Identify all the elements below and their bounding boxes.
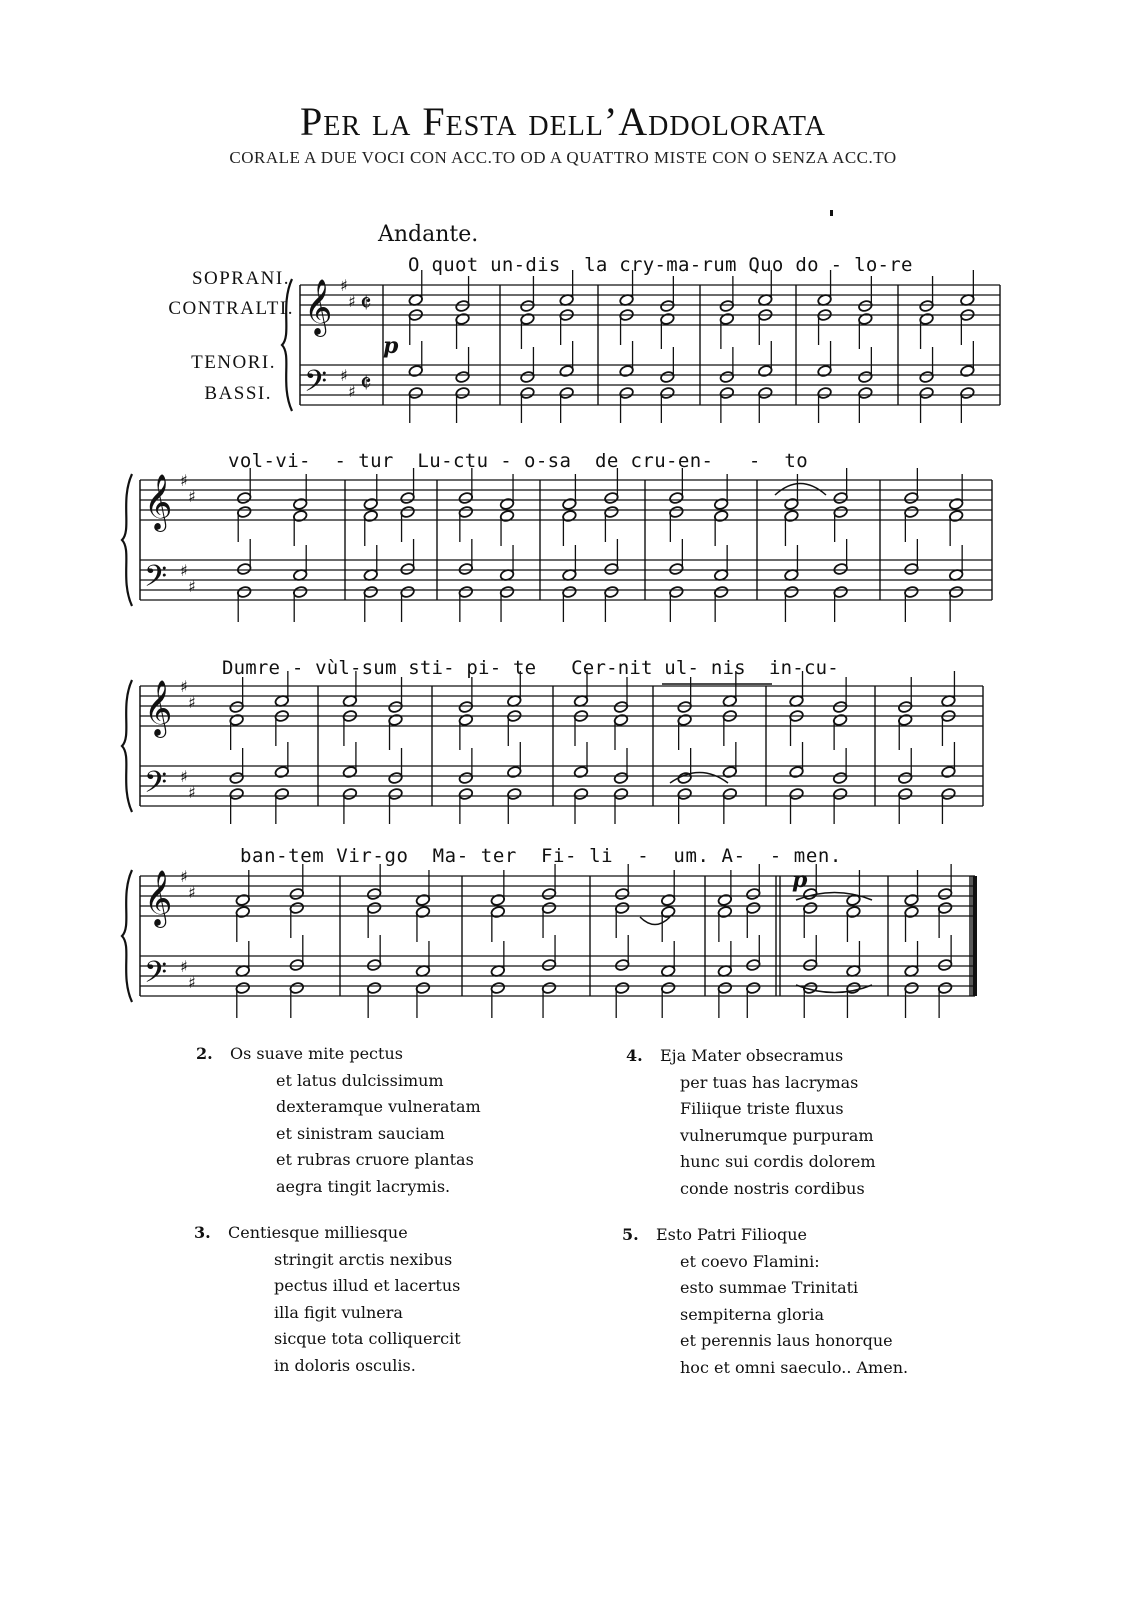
lyrics-line-1: O quot un-dis la cry-ma-rum Quo do - lo-re [408,254,913,276]
verse-4 [626,1043,876,1202]
verse-line: hunc sui cordis dolorem [680,1152,876,1171]
verse-number: 4. [626,1046,643,1065]
verse-line: per tuas has lacrymas [680,1072,859,1092]
page-title: Per la Festa dell’Addolorata [300,99,826,144]
verse-line: esto summae Trinitati [680,1278,859,1297]
dynamic-p-2: p [792,867,808,893]
verse-line: Eja Mater obsecramus [660,1046,844,1065]
verse-line: illa figit vulnera [274,1302,403,1322]
sharp-icon: ♯ [188,783,196,802]
verse-line: Filiique triste fluxus [680,1099,844,1118]
sharp-icon: ♯ [188,973,196,992]
system-brace [122,474,132,606]
bass-clef-icon: 𝄢 [144,560,168,601]
verse-line: Esto Patri Filioque [656,1225,808,1244]
verse-line: et latus dulcissimum [276,1070,444,1090]
verse-line: conde nostris cordibus [680,1178,865,1198]
verse-line: sicque tota colliquercit [274,1329,461,1348]
sharp-icon: ♯ [180,677,188,696]
bass-clef-icon: 𝄢 [304,365,328,406]
treble-clef-icon: 𝄞 [144,680,173,736]
bass-clef-icon: 𝄢 [144,766,168,807]
sharp-icon: ♯ [180,561,188,580]
treble-clef-icon: 𝄞 [144,870,173,926]
treble-clef-icon: 𝄞 [144,474,173,530]
verse-line: hoc et omni saeculo.. Amen. [680,1357,909,1377]
dynamic-p-1: p [383,333,399,359]
verse-line: dexteramque vulneratam [276,1097,481,1116]
system-brace [282,279,292,411]
treble-clef-icon: 𝄞 [304,279,333,335]
sharp-icon: ♯ [188,883,196,902]
verse-2 [196,1041,481,1200]
slur [640,917,670,925]
sharp-icon: ♯ [340,366,348,385]
lyrics-line-3: Dumre - vùl-sum sti- pi- te Cer-nit ul- nis in-cu- [222,657,839,679]
verse-line: pectus illud et lacertus [274,1276,461,1295]
sharp-icon: ♯ [188,577,196,596]
verse-line: et perennis laus honorque [680,1331,893,1350]
time-signature-icon: 𝄵 [360,369,372,399]
sharp-icon: ♯ [348,292,356,311]
verse-3 [194,1220,461,1379]
verse-line: stringit arctis nexibus [274,1249,453,1269]
tempo-marking: Andante. [378,222,479,247]
page-subtitle: CORALE A DUE VOCI CON ACC.TO OD A QUATTRO MISTE CON O SENZA ACC.TO [229,148,897,167]
voice-label-contralti: CONTRALTI. [168,298,294,319]
sharp-icon: ♯ [180,471,188,490]
sharp-icon: ♯ [188,693,196,712]
sharp-icon: ♯ [180,767,188,786]
verse-5 [622,1222,909,1381]
lyrics-line-4: ban-tem Vir-go Ma- ter Fi- li - um. A- - men. [240,845,842,867]
verse-number: 2. [196,1044,213,1063]
verse-number: 3. [194,1223,211,1242]
bass-clef-icon: 𝄢 [144,956,168,997]
verse-line: Os suave mite pectus [230,1044,403,1063]
verse-line: aegra tingit lacrymis. [276,1176,451,1196]
slur [775,484,826,496]
verse-number: 5. [622,1225,639,1244]
sharp-icon: ♯ [180,867,188,886]
verse-line: et rubras cruore plantas [276,1150,474,1169]
sharp-icon: ♯ [180,957,188,976]
time-signature-icon: 𝄵 [360,289,372,319]
system-brace [122,870,132,1002]
verse-line: et sinistram sauciam [276,1123,445,1143]
verse-line: Centiesque milliesque [228,1223,408,1242]
sharp-icon: ♯ [188,487,196,506]
sharp-icon: ♯ [340,276,348,295]
lyrics-line-2: vol-vi- - tur Lu-ctu - o-sa de cru-en- - to [228,450,809,472]
verse-line: in doloris osculis. [274,1355,416,1375]
voice-label-bassi: BASSI. [204,383,272,404]
system-brace [122,680,132,812]
voice-label-soprani: SOPRANI. [191,268,290,289]
sharp-icon: ♯ [348,382,356,401]
verse-line: sempiterna gloria [680,1304,824,1324]
voice-label-tenori: TENORI. [191,352,276,373]
verse-line: vulnerumque purpuram [680,1125,874,1145]
verse-line: et coevo Flamini: [680,1251,820,1271]
